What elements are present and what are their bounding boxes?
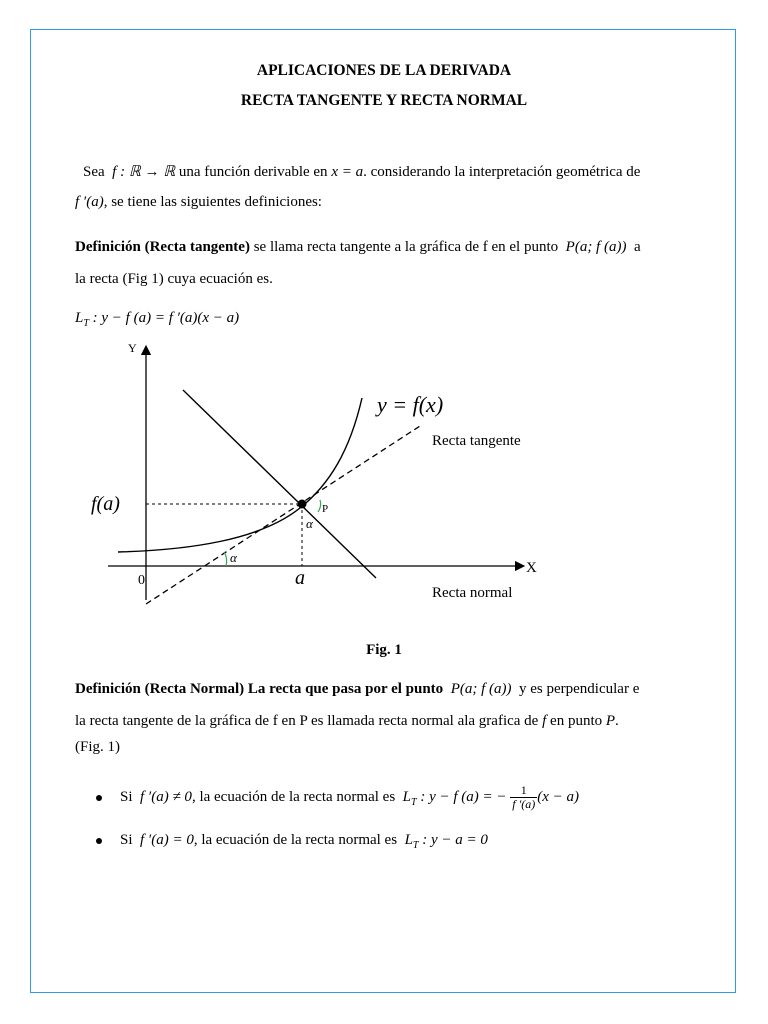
bullet-fraction — [510, 784, 537, 811]
bullet-cond: f ′(a) ≠ 0 — [140, 788, 192, 805]
alpha-arc-p — [318, 500, 321, 512]
bullet-dot — [96, 838, 102, 844]
def-tangent-text2: a — [633, 239, 641, 255]
intro-text3: , se tiene las siguientes definiciones: — [103, 194, 322, 210]
tangent-label: Recta tangente — [432, 433, 521, 449]
def-normal-point: P(a; f (a)) — [450, 681, 512, 697]
def-normal-line3: (Fig. 1) — [75, 739, 120, 755]
alpha-label-p: α — [306, 516, 313, 531]
bullet-dot — [96, 795, 102, 801]
y-axis-label: Y — [128, 341, 137, 355]
fraction-den: f ′(a) — [512, 797, 536, 811]
alpha-arc-axis — [224, 552, 227, 566]
intro-func: f : ℝ → ℝ — [112, 164, 176, 180]
bullet-eq-rest: : y − a = 0 — [418, 832, 488, 848]
def-normal-line1 — [75, 681, 639, 698]
def-normal-f: f — [542, 713, 547, 729]
bullet-eq-mid: : y − f (a) = − — [416, 788, 507, 805]
normal-label: Recta normal — [432, 585, 513, 601]
bullet-eq-sub: T — [412, 840, 419, 851]
bullet-eq-L: L — [402, 788, 412, 805]
title-line1: APLICACIONES DE LA DERIVADA — [256, 62, 512, 79]
figure-caption: Fig. 1 — [366, 642, 402, 658]
fa-label: f(a) — [91, 493, 120, 515]
bullet-eq-L: L — [404, 832, 413, 848]
alpha-label-axis: α — [230, 550, 237, 565]
bullet-eq-sub: T — [411, 796, 417, 808]
def-tangent-point: P(a; f (a)) — [565, 239, 627, 255]
tangent-eq-sub: T — [83, 318, 89, 329]
tangent-eq-L: L — [75, 310, 84, 326]
fraction-num: 1 — [510, 784, 537, 798]
bullet-text: , la ecuación de la recta normal es — [193, 832, 398, 848]
tangent-eq-rest: : y − f (a) = f ′(a)(x − a) — [88, 310, 240, 326]
def-normal-line2a: la recta tangente de la gráfica de f en P es llamada recta normal ala grafica de — [75, 713, 539, 729]
def-normal-label: Definición (Recta Normal) — [75, 681, 245, 697]
def-normal-P: P — [605, 713, 616, 729]
intro-fprime: f ′(a) — [75, 194, 104, 210]
def-normal-bold: La recta que pasa por el punto — [247, 681, 444, 697]
bullet-cond: f ′(a) = 0 — [140, 832, 194, 848]
def-tangent-text1: se llama recta tangente a la gráfica de f en el punto — [253, 239, 559, 255]
intro-text1: una función derivable en — [178, 164, 328, 180]
intro-sea: Sea — [83, 164, 105, 180]
p-label: P — [322, 503, 329, 515]
normal-line — [183, 390, 376, 578]
bullet-2 — [96, 832, 488, 851]
bullet-si: Si — [120, 788, 133, 805]
x-axis-label: X — [526, 560, 537, 576]
intro-xa: x = a — [331, 164, 364, 180]
bullet-eq-end: (x − a) — [537, 788, 579, 805]
def-normal-line2b: en punto — [550, 713, 603, 729]
title-line2: RECTA TANGENTE Y RECTA NORMAL — [240, 92, 528, 109]
tangent-line — [146, 426, 420, 604]
def-normal-dot: . — [615, 713, 619, 729]
point-p — [298, 500, 307, 509]
def-tangent-line2: la recta (Fig 1) cuya ecuación es. — [75, 271, 273, 287]
bullet-text: , la ecuación de la recta normal es — [191, 788, 396, 805]
bullet-1 — [96, 784, 579, 811]
def-tangent-label: Definición (Recta tangente) — [75, 239, 250, 255]
a-label: a — [295, 567, 305, 589]
def-normal-line2 — [75, 713, 619, 730]
origin-label: 0 — [138, 573, 145, 588]
intro-text2: . considerando la interpretación geométrica de — [363, 164, 641, 180]
def-normal-text1: y es perpendicular e — [519, 681, 640, 697]
curve-label: y = f(x) — [377, 392, 444, 417]
bullet-si: Si — [120, 832, 133, 848]
